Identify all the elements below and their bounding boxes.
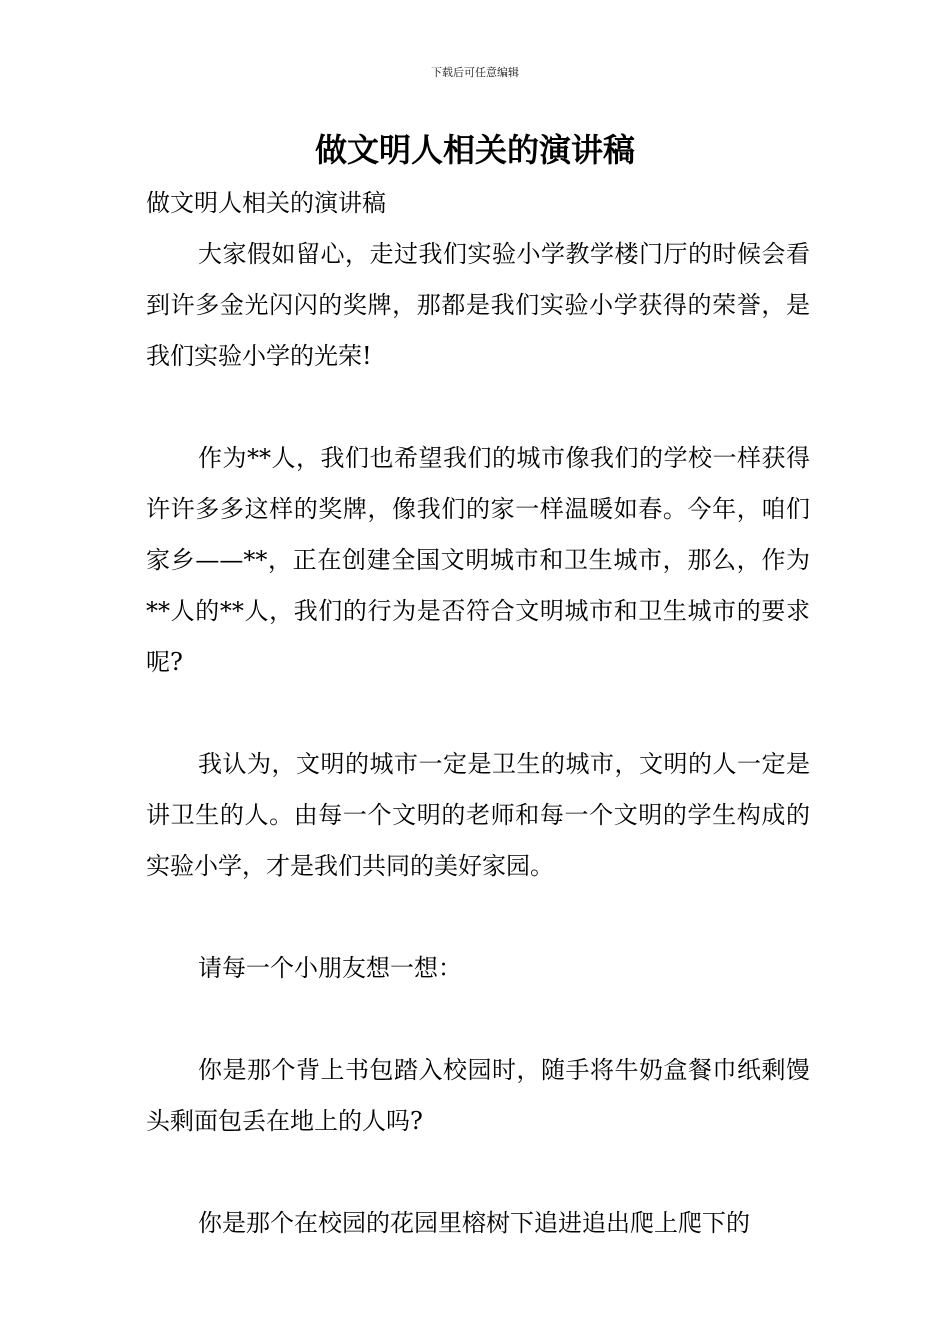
paragraph-3: 我认为，文明的城市一定是卫生的城市，文明的人一定是讲卫生的人。由每一个文明的老师和每一个文明的学生构成的实验小学，才是我们共同的美好家园。 [146, 750, 810, 880]
document-subtitle: 做文明人相关的演讲稿 [146, 189, 386, 217]
paragraph-2: 作为**人，我们也希望我们的城市像我们的学校一样获得许许多多这样的奖牌，像我们的家一样温暖如春。今年，咱们家乡——**，正在创建全国文明城市和卫生城市，那么，作为**人的**人，我们的行为是否符合文明城市和卫生城市的要求呢? [146, 444, 810, 676]
paragraph-4: 请每一个小朋友想一想： [198, 954, 462, 982]
header-note: 下载后可任意编辑 [431, 66, 519, 79]
document-body [146, 178, 810, 1249]
paragraph-6: 你是那个在校园的花园里榕树下追进追出爬上爬下的 [198, 1209, 750, 1237]
document-title: 做文明人相关的演讲稿 [314, 131, 635, 169]
paragraph-5: 你是那个背上书包踏入校园时，随手将牛奶盒餐巾纸剩馒头剩面包丢在地上的人吗? [146, 1056, 810, 1135]
paragraph-1: 大家假如留心，走过我们实验小学教学楼门厅的时候会看到许多金光闪闪的奖牌，那都是我们实验小学获得的荣誉，是我们实验小学的光荣! [146, 240, 810, 370]
